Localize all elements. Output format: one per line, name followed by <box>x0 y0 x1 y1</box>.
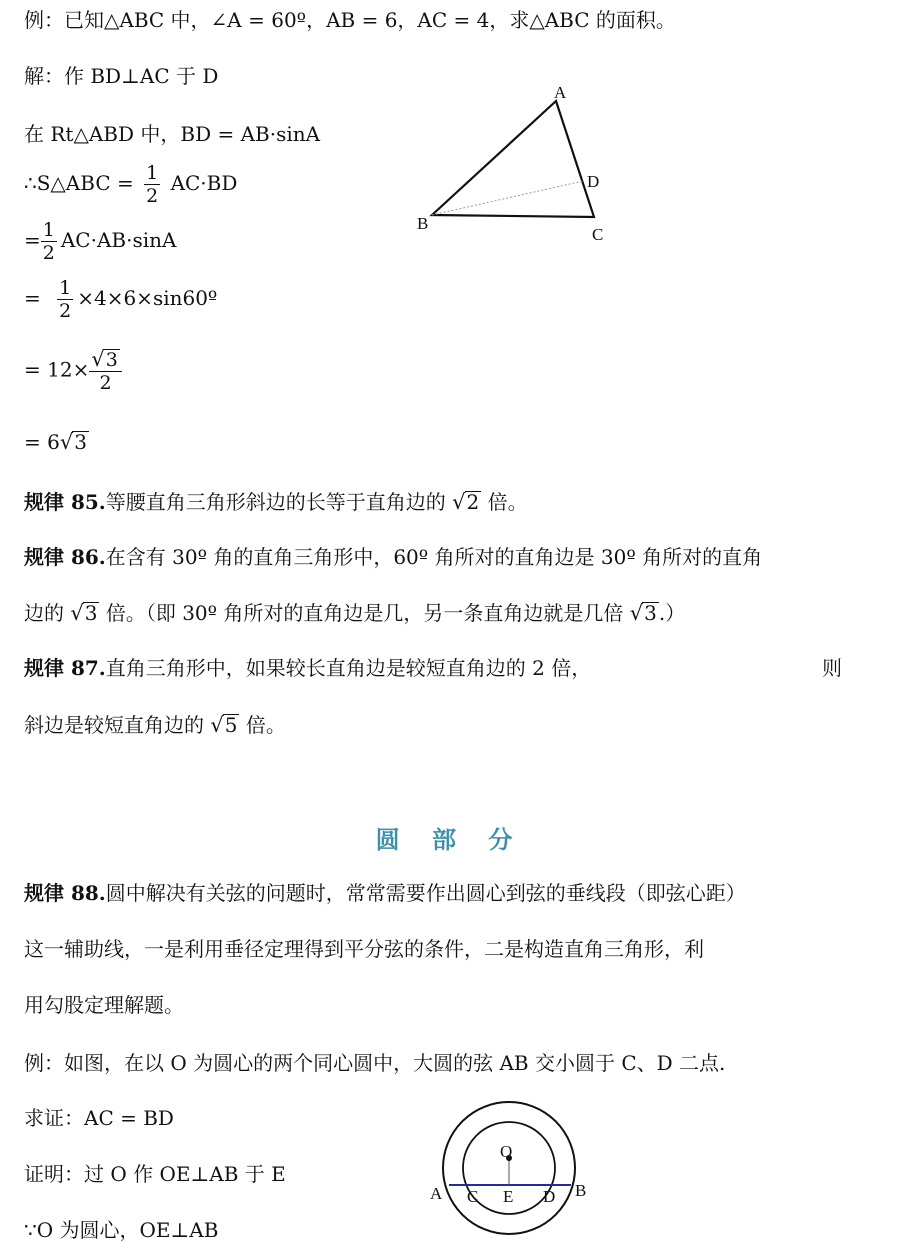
rule-88-line-1 <box>24 881 746 905</box>
fraction-root3-over-2 <box>89 348 121 394</box>
label-o: O <box>500 1142 513 1161</box>
numerator: 1 <box>42 219 55 241</box>
circle-example: 例：如图，在以 O 为圆心的两个同心圆中，大圆的弦 AB 交小圆于 C、D 二点. <box>24 1051 726 1075</box>
denominator: 2 <box>59 300 72 322</box>
step-4 <box>24 348 126 394</box>
radicand: 3 <box>644 601 657 625</box>
proof-line-1: 证明：过 O 作 OE⊥AB 于 E <box>24 1162 286 1186</box>
sqrt-icon: √ <box>629 601 644 625</box>
radicand: 3 <box>74 430 87 454</box>
label-a: A <box>430 1184 443 1203</box>
solution-intro: 解：作 BD⊥AC 于 D <box>24 64 219 88</box>
rule-88-text: 圆中解决有关弦的问题时，常常需要作出圆心到弦的垂线段（即弦心距） <box>105 881 746 905</box>
step-5-prefix: = 6 <box>24 430 60 454</box>
step-2-suffix: AC·AB·sinA <box>60 228 177 252</box>
rule-85 <box>24 490 528 514</box>
proof-line-2: ∵O 为圆心，OE⊥AB <box>24 1218 219 1242</box>
sqrt-icon: √ <box>91 347 105 371</box>
sqrt-icon: √ <box>59 430 74 454</box>
rule-87-text-b: 倍。 <box>245 713 286 737</box>
triangle-figure <box>405 80 625 250</box>
rule-88-line-3: 用勾股定理解题。 <box>24 993 184 1017</box>
concentric-circles-figure <box>425 1095 605 1235</box>
step-2-prefix: = <box>24 228 41 252</box>
numerator <box>89 348 121 372</box>
label-d: D <box>587 172 600 191</box>
sqrt-icon: √ <box>70 601 84 625</box>
rule-86-line-1 <box>24 545 762 569</box>
section-heading: 圆 部 分 <box>375 826 525 854</box>
rule-88-label: 规律 88. <box>24 881 106 905</box>
rule-86-text-a: 边的 <box>24 601 64 625</box>
rule-86-line-2 <box>24 601 685 625</box>
sqrt-icon: √ <box>452 490 466 514</box>
fraction-half <box>41 219 57 264</box>
sqrt-icon: √ <box>210 713 224 737</box>
rule-87-line-1 <box>24 656 591 680</box>
altitude-bd <box>432 181 583 215</box>
rule-85-text: 等腰直角三角形斜边的长等于直角边的 <box>105 490 446 514</box>
rule-87-text-a: 斜边是较短直角边的 <box>24 713 204 737</box>
step-4-prefix: = 12× <box>24 357 90 382</box>
step-2 <box>24 219 176 264</box>
label-e: E <box>503 1187 514 1206</box>
denominator: 2 <box>99 372 112 394</box>
radicand: 3 <box>105 349 118 371</box>
radicand: 2 <box>466 490 480 514</box>
step-3-prefix: = <box>24 286 41 310</box>
rule-88-line-2: 这一辅助线，一是利用垂径定理得到平分弦的条件，二是构造直角三角形，利 <box>24 937 704 961</box>
label-a: A <box>554 83 567 102</box>
triangle-abc <box>432 101 594 217</box>
step-5 <box>24 430 89 454</box>
rule-87-line-1-end: 则 <box>822 656 842 680</box>
denominator: 2 <box>146 185 159 207</box>
denominator: 2 <box>42 242 55 264</box>
rule-85-end: 倍。 <box>487 490 528 514</box>
rule-86-text: 在含有 30º 角的直角三角形中，60º 角所对的直角边是 30º 角所对的直角 <box>105 545 763 569</box>
numerator: 1 <box>59 277 72 299</box>
label-b: B <box>417 214 429 233</box>
radicand: 3 <box>84 601 98 625</box>
example-problem: 例：已知△ABC 中，∠A = 60º，AB = 6，AC = 4，求△ABC 的面积。 <box>24 8 676 32</box>
step-area-suffix: AC·BD <box>170 171 238 195</box>
step-rt: 在 Rt△ABD 中，BD = AB·sinA <box>24 122 321 146</box>
fraction-half <box>57 277 73 322</box>
label-c: C <box>467 1187 479 1206</box>
step-area <box>24 162 237 207</box>
rule-86-text-b: 倍。（即 30º 角所对的直角边是几，另一条直角边就是几倍 <box>105 601 624 625</box>
numerator: 1 <box>146 162 159 184</box>
prove-statement: 求证：AC = BD <box>24 1106 174 1130</box>
step-3 <box>24 277 217 322</box>
rule-86-label: 规律 86. <box>24 545 106 569</box>
radicand: 5 <box>224 713 238 737</box>
step-area-prefix: ∴S△ABC = <box>24 171 134 195</box>
fraction-half <box>144 162 160 207</box>
rule-87-text: 直角三角形中，如果较长直角边是较短直角边的 2 倍， <box>105 656 592 680</box>
label-d: D <box>543 1187 556 1206</box>
rule-87-label: 规律 87. <box>24 656 106 680</box>
rule-86-text-c: .） <box>658 601 686 625</box>
label-b: B <box>575 1181 587 1200</box>
label-c: C <box>592 225 604 244</box>
rule-87-line-2 <box>24 713 286 737</box>
step-3-suffix: ×4×6×sin60º <box>77 286 218 310</box>
rule-85-label: 规律 85. <box>24 490 106 514</box>
